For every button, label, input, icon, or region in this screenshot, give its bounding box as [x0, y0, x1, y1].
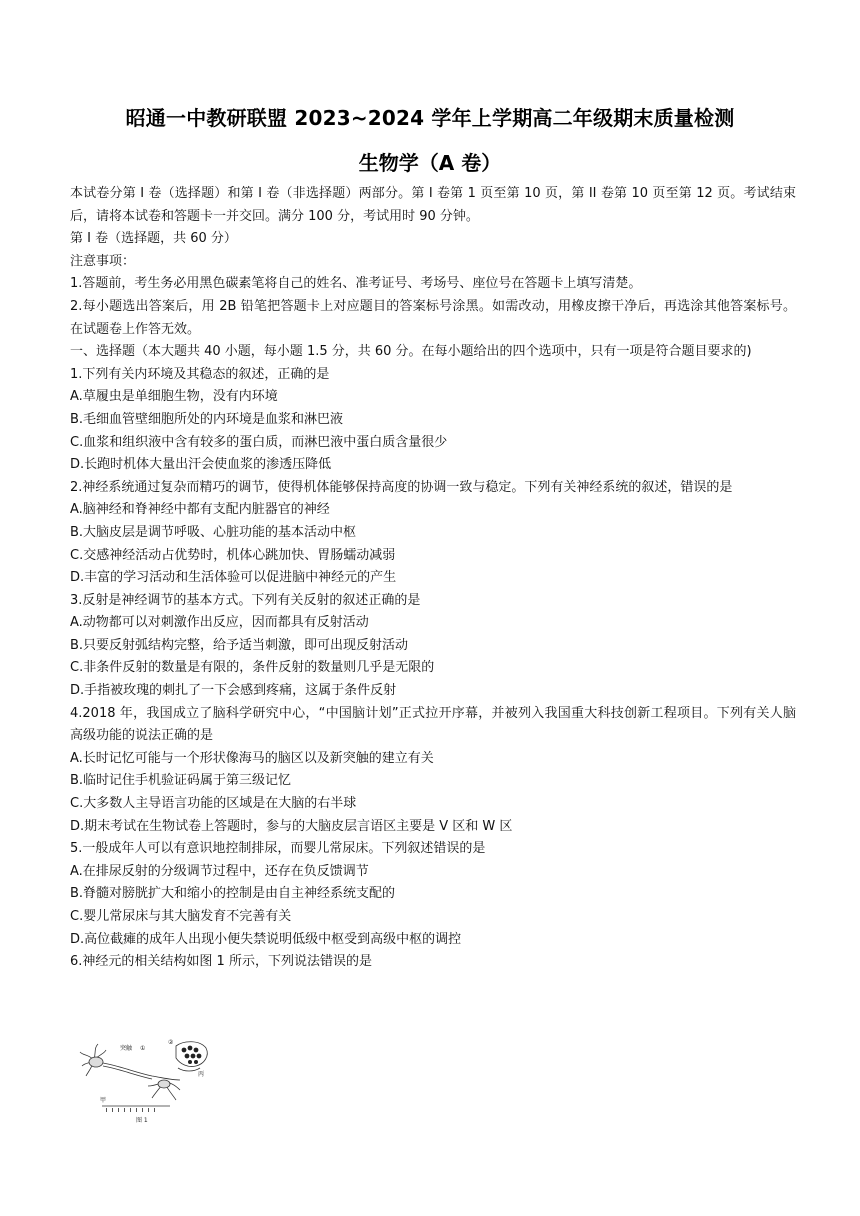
part-heading: 第 I 卷（选择题，共 60 分）	[70, 231, 237, 247]
notice-item: 1.答题前，考生务必用黑色碳素笔将自己的姓名、准考证号、考场号、座位号在答题卡上填写清楚。	[70, 276, 642, 292]
question-stem: 4.2018 年，我国成立了脑科学研究中心，“中国脑计划”正式拉开序幕，并被列入我国重大科技创新工程项目。下列有关人脑高级功能的说法正确的是	[70, 705, 796, 744]
question-option: A.在排尿反射的分级调节过程中，还存在负反馈调节	[70, 863, 369, 879]
question-option: C.交感神经活动占优势时，机体心跳加快、胃肠蠕动减弱	[70, 547, 396, 563]
notice-item: 2.每小题选出答案后，用 2B 铅笔把答题卡上对应题目的答案标号涂黑。如需改动，用橡皮擦干净后，再选涂其他答案标号。在试题卷上作答无效。	[70, 298, 796, 337]
question-stem: 1.下列有关内环境及其稳态的叙述，正确的是	[70, 366, 330, 382]
figure-label-2: ②	[168, 1039, 174, 1046]
question-option: D.长跑时机体大量出汗会使血浆的渗透压降低	[70, 457, 332, 473]
question-option: C.非条件反射的数量是有限的，条件反射的数量则几乎是无限的	[70, 660, 435, 676]
question-option: D.丰富的学习活动和生活体验可以促进脑中神经元的产生	[70, 570, 397, 586]
section-heading: 一、选择题（本大题共 40 小题，每小题 1.5 分，共 60 分。在每小题给出的四个选项中，只有一项是符合题目要求的)	[70, 344, 752, 360]
question-option: A.草履虫是单细胞生物，没有内环境	[70, 389, 278, 405]
question-option: B.大脑皮层是调节呼吸、心脏功能的基本活动中枢	[70, 524, 357, 540]
figure-label-jia: 甲	[100, 1097, 107, 1104]
question-option: C.血浆和组织液中含有较多的蛋白质，而淋巴液中蛋白质含量很少	[70, 434, 448, 450]
question-option: A.动物都可以对刺激作出反应，因而都具有反射活动	[70, 615, 369, 631]
question-option: A.脑神经和脊神经中都有支配内脏器官的神经	[70, 502, 330, 518]
question-stem: 3.反射是神经调节的基本方式。下列有关反射的叙述正确的是	[70, 592, 421, 608]
intro-paragraph: 本试卷分第 I 卷（选择题）和第 I 卷（非选择题）两部分。第 I 卷第 1 页至第 10 页，第 II 卷第 10 页至第 12 页。考试结束后，请将本试卷和答题卡一并交回。满分 100 分，考试用时 90 分钟。	[70, 186, 796, 224]
question-option: D.期末考试在生物试卷上答题时，参与的大脑皮层言语区主要是 V 区和 W 区	[70, 818, 513, 834]
exam-subtitle: 生物学（A 卷）	[358, 151, 502, 175]
question-option: D.手指被玫瑰的刺扎了一下会感到疼痛，这属于条件反射	[70, 683, 397, 699]
question-option: C.婴儿常尿床与其大脑发育不完善有关	[70, 909, 292, 924]
exam-title: 昭通一中教研联盟 2023~2024 学年上学期高二年级期末质量检测	[125, 106, 735, 130]
question-option: D.高位截瘫的成年人出现小便失禁说明低级中枢受到高级中枢的调控	[70, 931, 462, 947]
question-stem: 2.神经系统通过复杂而精巧的调节，使得机体能够保持高度的协调一致与稳定。下列有关神经系统的叙述，错误的是	[70, 479, 733, 495]
neuron-synapse-figure	[72, 1036, 214, 1124]
neuron-synapse-diagram-icon	[72, 1036, 214, 1124]
question-option: B.临时记住手机验证码属于第三级记忆	[70, 773, 292, 789]
question-stem: 5.一般成年人可以有意识地控制排尿，而婴儿常尿床。下列叙述错误的是	[70, 841, 486, 857]
figure-caption: 图 1	[136, 1117, 148, 1124]
question-option: B.毛细血管壁细胞所处的内环境是血浆和淋巴液	[70, 411, 344, 427]
question-option: A.长时记忆可能与一个形状像海马的脑区以及新突触的建立有关	[70, 750, 434, 766]
exam-body	[70, 183, 796, 974]
figure-label-synapse: 突触	[120, 1045, 133, 1052]
question-option: C.大多数人主导语言功能的区域是在大脑的右半球	[70, 796, 357, 812]
question-option: B.脊髓对膀胱扩大和缩小的控制是由自主神经系统支配的	[70, 886, 396, 902]
notice-title: 注意事项：	[70, 253, 136, 269]
figure-label-bing: 丙	[198, 1071, 205, 1078]
question-option: B.只要反射弧结构完整，给予适当刺激，即可出现反射活动	[70, 637, 409, 653]
figure-label-1: ①	[140, 1045, 146, 1052]
question-stem: 6.神经元的相关结构如图 1 所示，下列说法错误的是	[70, 954, 372, 970]
